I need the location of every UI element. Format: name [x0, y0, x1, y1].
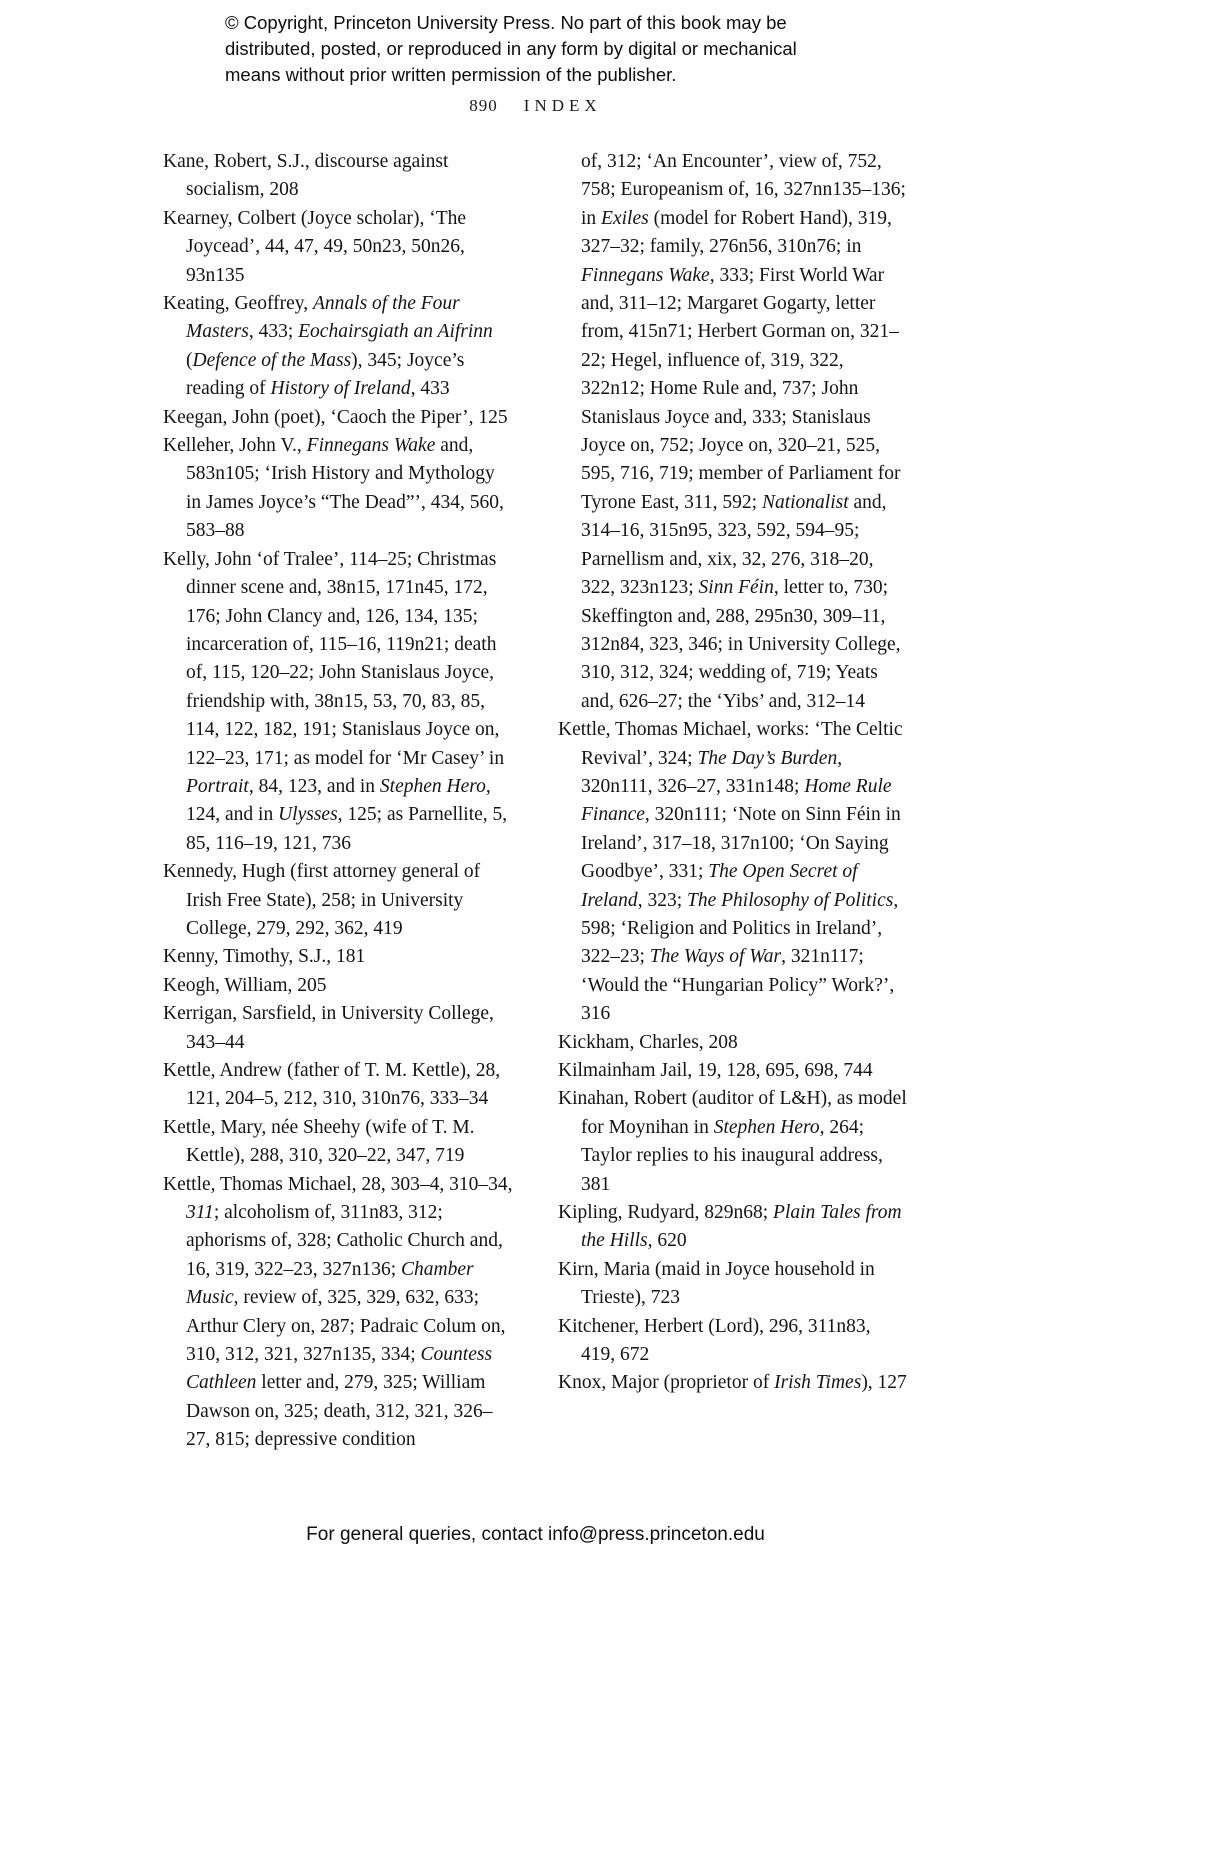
italic-title: Exiles: [601, 207, 649, 229]
index-entry: Kelly, John ‘of Tralee’, 114–25; Christmas dinner scene and, 38n15, 171n45, 172, 176; John Clancy and, 126, 134, 135; incarceration of, 115–16, 119n21; death of, 115, 120–22; John Stanislaus Joyce, friendship with, 38n15, 53, 70, 83, 85, 114, 122, 182, 191; Stanislaus Joyce on, 122–23, 171; as model for ‘Mr Casey’ in Portrait, 84, 123, and in Stephen Hero, 124, and in Ulysses, 125; as Parnellite, 5, 85, 116–19, 121, 736: [163, 548, 508, 854]
italic-title: Ulysses: [278, 804, 338, 826]
section-title: INDEX: [523, 96, 602, 115]
index-entry: Knox, Major (proprietor of Irish Times), 127: [558, 1372, 907, 1394]
italic-title: Stephen Hero: [379, 775, 486, 797]
running-head: [163, 96, 908, 116]
index-entry: Kettle, Andrew (father of T. M. Kettle), 28, 121, 204–5, 212, 310, 310n76, 333–34: [163, 1060, 501, 1110]
italic-title: Sinn Féin: [698, 577, 774, 599]
index-entry: Kickham, Charles, 208: [558, 1031, 738, 1053]
italic-title: The Philosophy of Politics: [686, 889, 894, 911]
italic-title: Stephen Hero: [713, 1116, 820, 1138]
italic-title: The Ways of War: [649, 946, 782, 968]
italic-title: Countess Cathleen: [186, 1344, 493, 1394]
copyright-notice: © Copyright, Princeton University Press. No part of this book may be distributed, posted, or reproduced in any form by digital or mechanical means without prior written permission of the publisher.: [225, 12, 797, 85]
italic-title: Finnegans Wake: [581, 264, 710, 286]
index-entry: Kennedy, Hugh (first attorney general of Irish Free State), 258; in University College, 279, 292, 362, 419: [163, 861, 481, 939]
index-entry: Kerrigan, Sarsfield, in University College, 343–44: [163, 1003, 494, 1053]
italic-title: Irish Times: [774, 1372, 862, 1394]
italic-title: Chamber Music: [186, 1258, 474, 1309]
index-entry: Kirn, Maria (maid in Joyce household in Trieste), 723: [558, 1258, 875, 1309]
index-entry: Kearney, Colbert (Joyce scholar), ‘The Joycead’, 44, 47, 49, 50n23, 50n26, 93n135: [163, 207, 467, 286]
italic-title: Eochairsgiath an Aifrinn: [298, 321, 493, 343]
italic-title: Defence of the Mass: [192, 349, 352, 371]
index-entry: Kilmainham Jail, 19, 128, 695, 698, 744: [558, 1060, 873, 1081]
italic-title: Plain Tales from the Hills: [581, 1202, 902, 1252]
italic-title: Nationalist: [761, 491, 849, 513]
italic-title: Annals of the Four Masters: [186, 293, 460, 343]
italic-title: Finnegans Wake: [306, 435, 436, 457]
index-entry: Kettle, Thomas Michael, 28, 303–4, 310–34, 311; alcoholism of, 311n83, 312; aphorisms of, 328; Catholic Church and, 16, 319, 322–23, 327n136; Chamber Music, review of, 325, 329, 632, 633; Arthur Clery on, 287; Padraic Colum on, 310, 312, 321, 327n135, 334; Countess Cathleen letter and, 279, 325; William Dawson on, 325; death, 312, 321, 326–27, 815; depressive condition: [163, 1173, 513, 1451]
italic-title: Home Rule Finance: [581, 775, 892, 826]
index-columns: [163, 148, 909, 1455]
index-entry: Kelleher, John V., Finnegans Wake and, 583n105; ‘Irish History and Mythology in James Joyce’s “The Dead”’, 434, 560, 583–88: [163, 435, 504, 542]
index-column-right: [558, 148, 909, 1455]
index-entry: Kenny, Timothy, S.J., 181: [163, 946, 366, 968]
index-entry: Kettle, Mary, née Sheehy (wife of T. M. Kettle), 288, 310, 320–22, 347, 719: [163, 1116, 475, 1167]
index-column-left: [163, 148, 514, 1455]
italic-title: Portrait: [186, 775, 249, 797]
italic-title: The Day’s Burden: [697, 747, 838, 769]
index-entry: Kettle, Thomas Michael, works: ‘The Celtic Revival’, 324; The Day’s Burden, 320n111, 326–27, 331n148; Home Rule Finance, 320n111; ‘Note on Sinn Féin in Ireland’, 317–18, 317n100; ‘On Saying Goodbye’, 331; The Open Secret of Ireland, 323; The Philosophy of Politics, 598; ‘Religion and Politics in Ireland’, 322–23; The Ways of War, 321n117; ‘Would the “Hungarian Policy” Work?’, 316: [558, 719, 903, 1025]
italic-title: History of Ireland: [270, 378, 411, 400]
index-entry-continuation: of, 312; ‘An Encounter’, view of, 752, 758; Europeanism of, 16, 327nn135–136; in Exiles (model for Robert Hand), 319, 327–32; family, 276n56, 310n76; in Finnegans Wake, 333; First World War and, 311–12; Margaret Gogarty, letter from, 415n71; Herbert Gorman on, 321–22; Hegel, influence of, 319, 322, 322n12; Home Rule and, 737; John Stanislaus Joyce and, 333; Stanislaus Joyce on, 752; Joyce on, 320–21, 525, 595, 716, 719; member of Parliament for Tyrone East, 311, 592; Nationalist and, 314–16, 315n95, 323, 592, 594–95; Parnellism and, xix, 32, 276, 318–20, 322, 323n123; Sinn Féin, letter to, 730; Skeffington and, 288, 295n30, 309–11, 312n84, 323, 346; in University College, 310, 312, 324; wedding of, 719; Yeats and, 626–27; the ‘Yibs’ and, 312–14: [581, 151, 906, 712]
index-entry: Kipling, Rudyard, 829n68; Plain Tales from the Hills, 620: [558, 1202, 902, 1252]
index-entry: Keating, Geoffrey, Annals of the Four Masters, 433; Eochairsgiath an Aifrinn (Defence of the Mass), 345; Joyce’s reading of History of Ireland, 433: [163, 293, 493, 400]
index-entry: Kinahan, Robert (auditor of L&H), as model for Moynihan in Stephen Hero, 264; Taylor replies to his inaugural address, 381: [558, 1088, 907, 1195]
index-entry: Keogh, William, 205: [163, 974, 327, 996]
index-entry: Kane, Robert, S.J., discourse against socialism, 208: [163, 151, 449, 201]
page-number: 890: [469, 96, 498, 115]
italic-title: 311: [186, 1202, 214, 1224]
italic-title: The Open Secret of Ireland: [581, 861, 858, 911]
index-entry: Keegan, John (poet), ‘Caoch the Piper’, 125: [163, 406, 508, 428]
index-entry: Kitchener, Herbert (Lord), 296, 311n83, 419, 672: [558, 1315, 871, 1366]
footer-contact: For general queries, contact info@press.princeton.edu: [306, 1524, 765, 1545]
